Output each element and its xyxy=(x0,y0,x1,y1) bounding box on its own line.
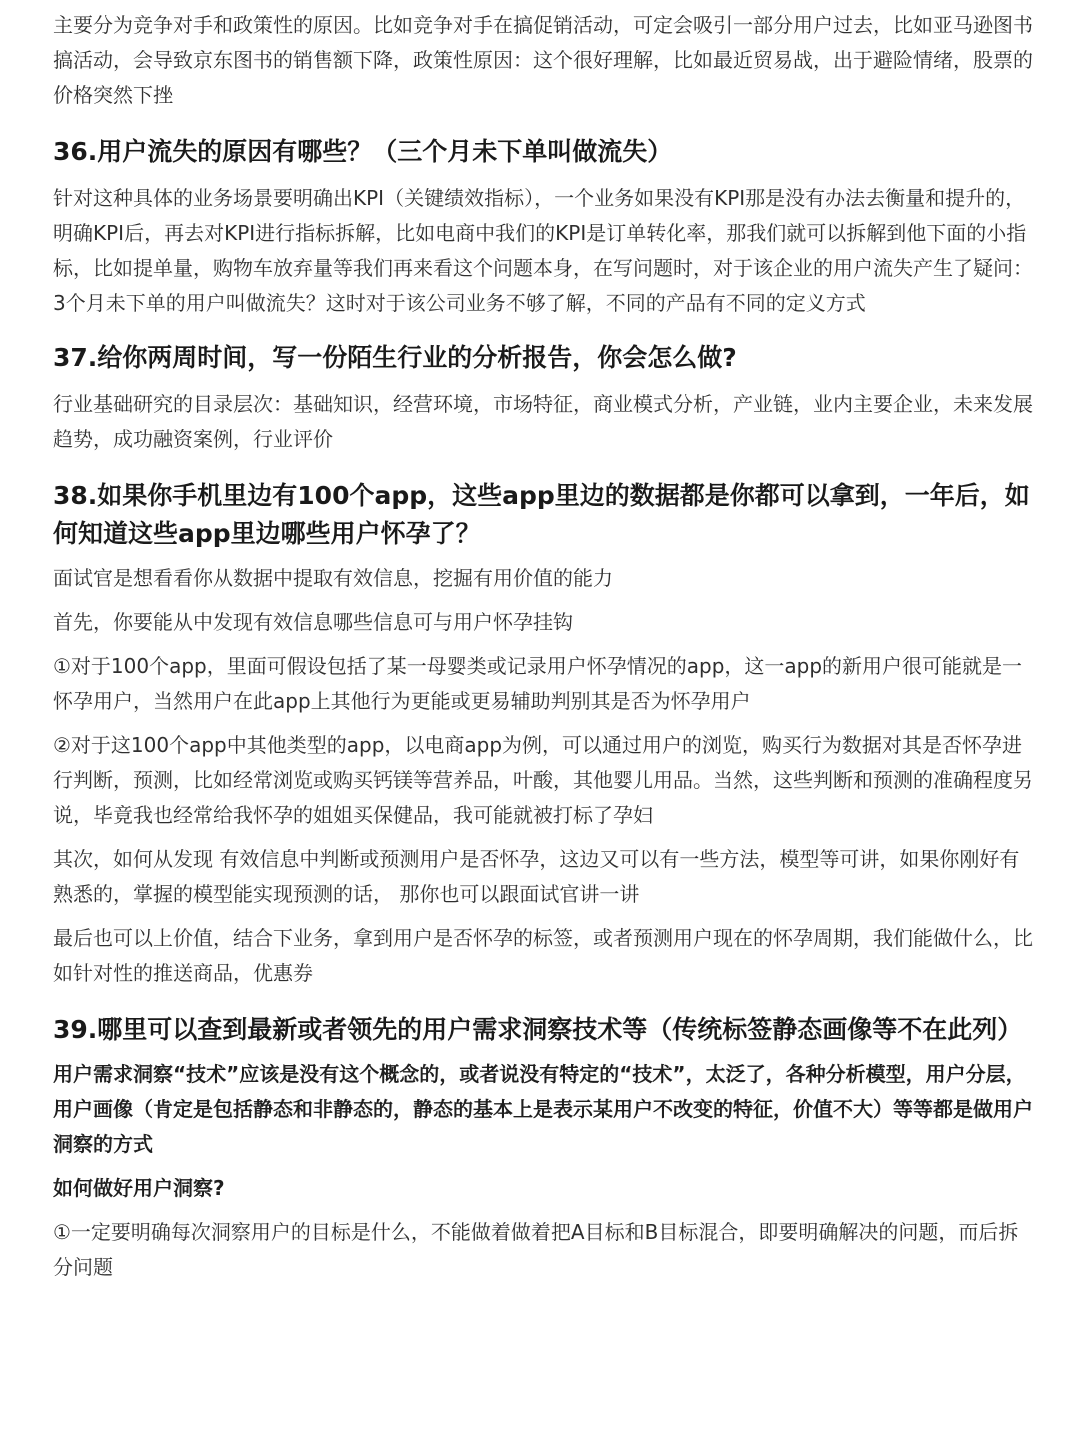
q38-paragraph-2: 首先，你要能从中发现有效信息哪些信息可与用户怀孕挂钩 xyxy=(53,610,573,634)
q37-heading: 37.给你两周时间，写一份陌生行业的分析报告，你会怎么做? xyxy=(53,343,737,372)
q38-paragraph-3: ①对于100个app，里面可假设包括了某一母婴类或记录用户怀孕情况的app，这一app的新用户很可能就是一怀孕用户，当然用户在此app上其他行为更能或更易辅助判别其是否为怀孕用户 xyxy=(53,654,1023,713)
q38-heading: 38.如果你手机里边有100个app，这些app里边的数据都是你都可以拿到，一年后，如何知道这些app里边哪些用户怀孕了？ xyxy=(53,481,1030,548)
q36-answer: 针对这种具体的业务场景要明确出KPI（关键绩效指标），一个业务如果没有KPI那是没有办法去衡量和提升的，明确KPI后，再去对KPI进行指标拆解，比如电商中我们的KPI是订单转化率，那我们就可以拆解到他下面的小指标，比如提单量，购物车放弃量等我们再来看这个问题本身，在写问题时，对于该企业的用户流失产生了疑问：3个月未下单的用户叫做流失？这时对于该公司业务不够了解，不同的产品有不同的定义方式 xyxy=(53,186,1033,315)
q38-paragraph-1: 面试官是想看看你从数据中提取有效信息，挖掘有用价值的能力 xyxy=(53,566,613,590)
intro-paragraph: 主要分为竞争对手和政策性的原因。比如竞争对手在搞促销活动，可定会吸引一部分用户过去，比如亚马逊图书搞活动，会导致京东图书的销售额下降，政策性原因：这个很好理解，比如最近贸易战，出于避险情绪，股票的价格突然下挫 xyxy=(53,13,1033,107)
q39-paragraph-3: ①一定要明确每次洞察用户的目标是什么，不能做着做着把A目标和B目标混合，即要明确解决的问题，而后拆分问题 xyxy=(53,1220,1019,1279)
q36-heading: 36.用户流失的原因有哪些？（三个月未下单叫做流失） xyxy=(53,137,673,166)
q38-paragraph-4: ②对于这100个app中其他类型的app，以电商app为例，可以通过用户的浏览，购买行为数据对其是否怀孕进行判断，预测，比如经常浏览或购买钙镁等营养品，叶酸，其他婴儿用品。当然，这些判断和预测的准确程度另说，毕竟我也经常给我怀孕的姐姐买保健品，我可能就被打标了孕妇 xyxy=(53,733,1033,827)
q38-paragraph-6: 最后也可以上价值，结合下业务，拿到用户是否怀孕的标签，或者预测用户现在的怀孕周期，我们能做什么，比如针对性的推送商品，优惠券 xyxy=(53,926,1033,985)
q39-paragraph-1: 用户需求洞察“技术”应该是没有这个概念的，或者说没有特定的“技术”，太泛了，各种分析模型，用户分层，用户画像（肯定是包括静态和非静态的，静态的基本上是表示某用户不改变的特征，价值不大）等等都是做用户洞察的方式 xyxy=(53,1062,1033,1156)
article xyxy=(53,8,1038,1285)
q39-heading: 39.哪里可以查到最新或者领先的用户需求洞察技术等（传统标签静态画像等不在此列） xyxy=(53,1015,1023,1044)
q38-paragraph-5: 其次，如何从发现 有效信息中判断或预测用户是否怀孕，这边又可以有一些方法，模型等可讲，如果你刚好有熟悉的，掌握的模型能实现预测的话， 那你也可以跟面试官讲一讲 xyxy=(53,847,1020,906)
q37-answer: 行业基础研究的目录层次：基础知识，经营环境，市场特征，商业模式分析，产业链，业内主要企业，未来发展趋势，成功融资案例，行业评价 xyxy=(53,392,1033,451)
q39-subheading: 如何做好用户洞察? xyxy=(53,1176,225,1200)
